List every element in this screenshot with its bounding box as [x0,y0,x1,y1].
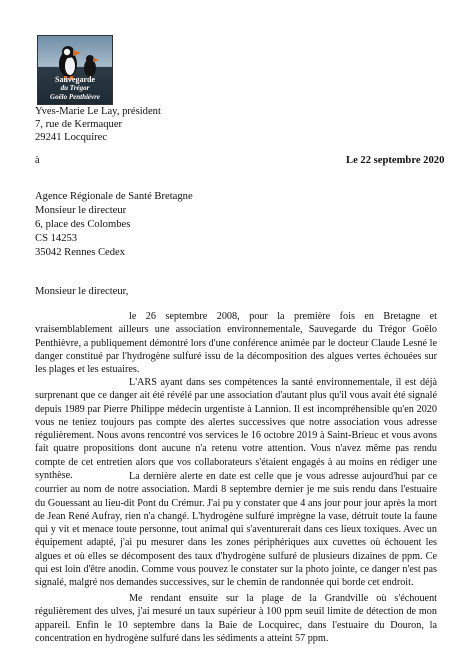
recipient-title: Monsieur le directeur [35,205,127,216]
recipient-address [35,190,193,260]
recipient-city: 35042 Rennes Cedex [35,247,126,258]
logo-subtitle-2: Goëlo Penthièvre [50,93,100,101]
salutation: Monsieur le directeur, [35,286,129,297]
place-label: à [35,155,40,166]
recipient-box: CS 14253 [35,233,78,244]
association-logo [37,35,113,105]
paragraph-2: L'ARS ayant dans ses compétences la santé environnementale, il est déjà surprenant que ce danger ait été révélé par une association d'autant plus qu'il vous avait été signalé depuis 1989 par Pierre Philippe médecin urgentiste à Lannion. Il est incompréhensible qu'en 2020 vous ne teniez toujours pas compte des alertes successives que notre association vous adresse régulièrement. Nous avons rencontré vos services le 16 octobre 2019 à Saint-Brieuc et vous avons fait quatre propositions dont aucune n'a retenu votre attention. Vous n'avez même pas rendu compte de cet entretien alors que vos collaborateurs s'étaient engagés à au moins en rédiger une synthèse. [35,377,437,482]
recipient-organization: Agence Régionale de Santé Bretagne [35,191,193,202]
sender-name: Yves-Marie Le Lay, président [35,106,161,117]
recipient-street: 6, place des Colombes [35,219,131,230]
paragraph-4: Me rendant ensuite sur la plage de la Grandville où s'échouent régulièrement des ulves, j'ai mesuré un taux supérieur à 100 ppm seuil limite de détection de mon appareil. Enfin le 10 septembre dans la Baie de Locquirec, dans l'estuaire du Douron, la concentration en hydrogène sulfuré dans les sédiments a atteint 57 ppm. [35,593,437,644]
logo-title: Sauvegarde [55,75,95,84]
paragraph-3: La dernière alerte en date est celle que je vous adresse aujourd'hui par ce courrier au nom de notre association. Mardi 8 septembre dernier je me suis rendu dans l'estuaire du Gouessant au lieu-dit Pont du Crémur. J'ai pu y constater que 4 ans jour pour jour après la mort de Jean René Aufray, rien n'a changé. L'hydrogène sulfuré imprègne la vase, détruit toute la faune qui y vit et menace toute personne, tout animal qui s'aventurerait dans ces lieux toxiques. Avec un équipement adapté, j'ai pu mesurer dans les zones périphériques aux cuvettes où échouent les algues et où elles se décomposent des taux d'hydrogène sulfuré de plusieurs dizaines de ppm. Ce qui est loin d'être anodin. Comme vous pouvez le constater sur la photo jointe, ce danger n'est pas signalé, malgré nos demandes successives, sur le chemin de randonnée qui borde cet endroit. [35,471,437,589]
sender-city: 29241 Locquirec [35,132,108,143]
sender-street: 7, rue de Kermaquer [35,119,123,130]
letter-date: Le 22 septembre 2020 [346,155,445,166]
logo-subtitle: du Trégor [60,84,90,92]
paragraph-1: le 26 septembre 2008, pour la première fois en Bretagne et vraisemblablement ailleurs une association environnementale, Sauvegarde du Trégor Goëlo Penthièvre, a publiquement démontré lors d'une conférence animée par le docteur Claude Lesné le danger constitué par l'hydrogène sulfuré issu de la décomposition des algues vertes échouées sur les plages et les estuaires. [35,311,437,376]
